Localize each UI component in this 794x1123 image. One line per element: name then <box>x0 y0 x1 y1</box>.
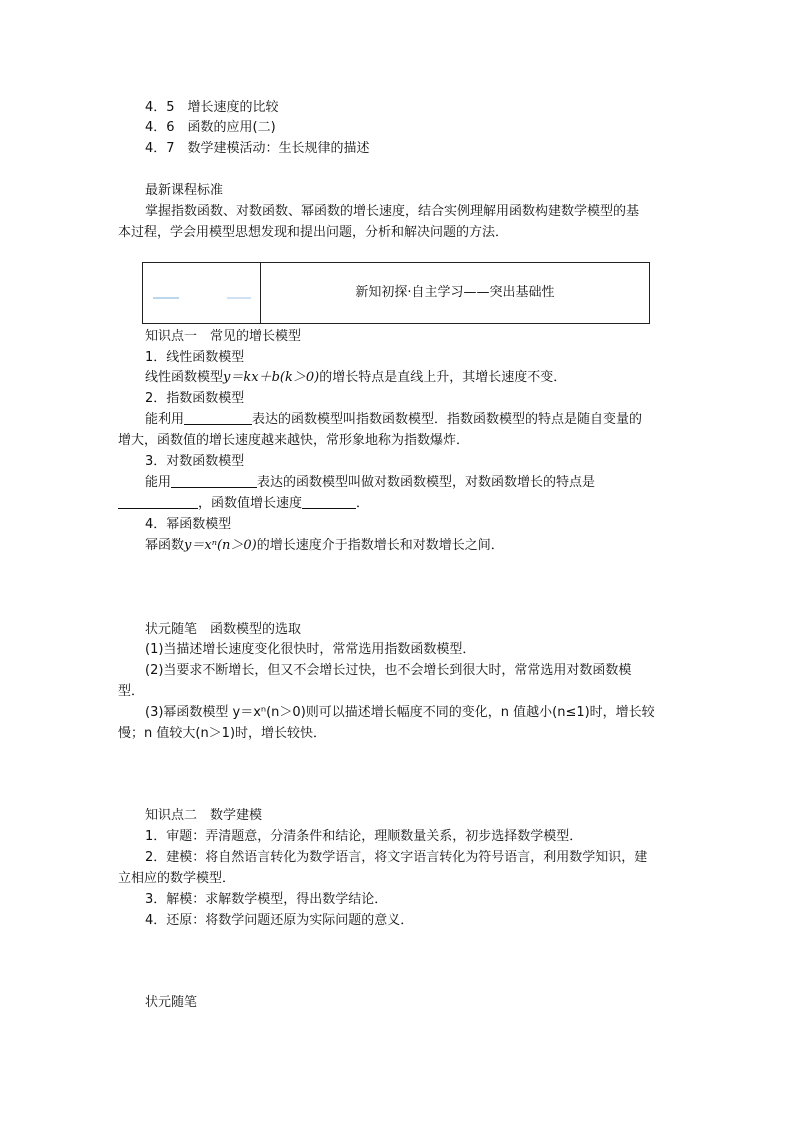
kp1-subtitle: 1．线性函数模型 <box>145 350 245 365</box>
kp2-text: 立相应的数学模型． <box>118 871 236 886</box>
kp2-heading: 知识点二 数学建模 <box>145 808 263 823</box>
text-span: 能利用 <box>145 412 185 427</box>
text-span: ，函数值增长速度 <box>198 496 303 511</box>
kp1-subtitle: 2．指数函数模型 <box>145 391 245 406</box>
formula: y＝kx＋b(k＞0) <box>223 370 320 385</box>
kp1-text <box>145 368 566 388</box>
formula: y＝xⁿ(n＞0) <box>184 538 257 553</box>
toc-item: 4．6 函数的应用(二) <box>145 120 276 135</box>
text-span: 表达的函数模型叫指数函数模型．指数函数模型的特点是随自变量的 <box>252 412 643 427</box>
note1-text: (2)当要求不断增长，但又不会增长过快，也不会增长到很大时，常常选用对数函数模 <box>145 663 632 678</box>
standard-heading: 最新课程标准 <box>145 183 224 198</box>
toc-item: 4．7 数学建模活动：生长规律的描述 <box>145 141 370 156</box>
fill-blank <box>171 473 257 488</box>
note1-text: (3)幂函数模型 y＝xⁿ(n＞0)则可以描述增长幅度不同的变化，n 值越小(n≤1)时，增长较 <box>145 705 655 720</box>
kp1-text <box>145 473 595 493</box>
kp1-text <box>145 410 642 430</box>
text-span: 能用 <box>145 475 172 490</box>
text-span: ． <box>356 496 370 511</box>
standard-text: 本过程，学会用模型思想发现和提出问题，分析和解决问题的方法． <box>118 225 509 240</box>
fill-blank <box>184 410 252 425</box>
text-span: 的增长特点是直线上升，其增长速度不变． <box>319 370 567 385</box>
standard-text: 掌握指数函数、对数函数、幂函数的增长速度，结合实例理解用函数构建数学模型的基 <box>145 204 640 219</box>
note1-text: 型． <box>118 684 145 699</box>
toc-item: 4．5 增长速度的比较 <box>145 100 279 115</box>
note1-heading: 状元随笔 函数模型的选取 <box>145 622 302 637</box>
kp2-text: 4．还原：将数学问题还原为实际问题的意义． <box>145 913 414 928</box>
kp2-text: 2．建模：将自然语言转化为数学语言，将文字语言转化为符号语言，利用数学知识，建 <box>145 850 648 865</box>
kp1-text: 增大，函数值的增长速度越来越快，常形象地称为指数爆炸． <box>118 433 470 448</box>
decoration-bar <box>153 297 179 299</box>
section-banner <box>142 262 650 324</box>
banner-decoration <box>143 263 261 323</box>
fill-blank <box>118 494 198 509</box>
banner-title: 新知初探·自主学习——突出基础性 <box>355 285 555 300</box>
decoration-bar <box>227 297 251 299</box>
kp1-text <box>145 536 504 556</box>
kp1-subtitle: 4．幂函数模型 <box>145 517 232 532</box>
kp2-text: 1．审题：弄清题意，分清条件和结论，理顺数量关系，初步选择数学模型． <box>145 829 583 844</box>
kp1-heading: 知识点一 常见的增长模型 <box>145 329 302 344</box>
kp1-subtitle: 3．对数函数模型 <box>145 454 245 469</box>
text-span: 线性函数模型 <box>145 370 224 385</box>
text-span: 表达的函数模型叫做对数函数模型，对数函数增长的特点是 <box>257 475 596 490</box>
fill-blank <box>302 494 356 509</box>
kp2-text: 3．解模：求解数学模型，得出数学结论． <box>145 892 388 907</box>
text-span: 幂函数 <box>145 538 185 553</box>
note2-heading: 状元随笔 <box>145 995 198 1010</box>
text-span: 的增长速度介于指数增长和对数增长之间． <box>256 538 504 553</box>
note1-text: (1)当描述增长速度变化很快时，常常选用指数函数模型． <box>145 642 476 657</box>
kp1-text <box>118 494 369 514</box>
note1-text: 慢；n 值较大(n＞1)时，增长较快． <box>118 726 327 741</box>
